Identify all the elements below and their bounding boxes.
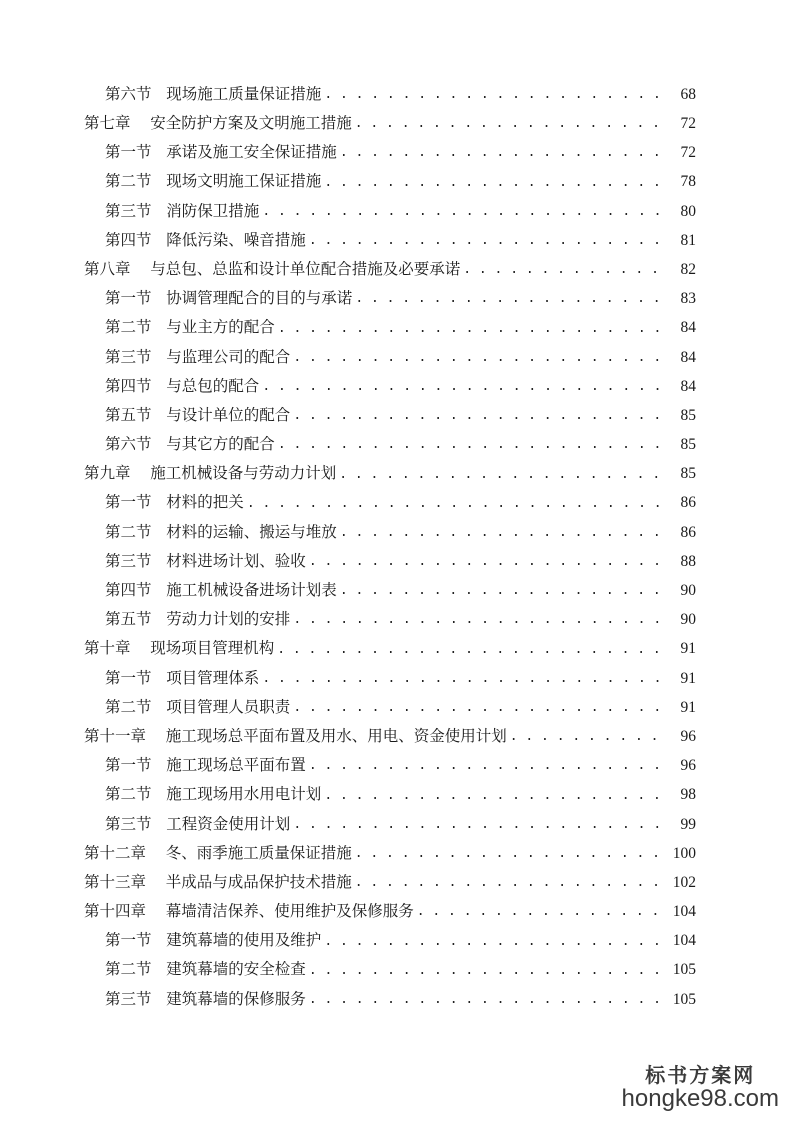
toc-entry-label: [105, 376, 260, 395]
toc-section-entry[interactable]: [84, 518, 696, 547]
toc-entry-title: 建筑幕墙的保修服务: [166, 989, 306, 1008]
toc-entry-title: 降低污染、噪音措施: [166, 230, 306, 249]
toc-dot-leader: [355, 117, 669, 130]
toc-section-entry[interactable]: [84, 372, 696, 401]
toc-entry-title: 施工机械设备与劳动力计划: [150, 464, 337, 483]
toc-entry-number: 第一节: [105, 668, 152, 687]
toc-entry-number: 第五节: [105, 405, 152, 424]
toc-dot-leader: [340, 584, 669, 597]
toc-dot-leader: [262, 380, 669, 393]
toc-entry-label: [105, 612, 290, 628]
toc-section-entry[interactable]: [84, 926, 696, 955]
toc-page-number: 88: [680, 552, 696, 570]
toc-section-entry[interactable]: [84, 810, 696, 839]
toc-page-number: 100: [672, 844, 696, 862]
toc-dot-leader: [463, 263, 669, 276]
toc-dot-leader: [339, 468, 669, 481]
toc-entry-number: 第九章: [84, 464, 131, 483]
toc-section-entry[interactable]: [84, 430, 696, 459]
toc-entry-label: [105, 697, 291, 716]
toc-entry-label: [105, 174, 321, 190]
toc-entry-title: 与设计单位的配合: [166, 405, 291, 424]
table-of-contents: [84, 80, 696, 1014]
toc-dot-leader: [293, 818, 669, 831]
toc-entry-label: [105, 291, 352, 307]
toc-entry-title: 工程资金使用计划: [166, 814, 291, 833]
toc-entry-number: 第十三章: [84, 872, 147, 891]
toc-entry-label: [105, 814, 291, 833]
toc-entry-title: 建筑幕墙的安全检查: [166, 960, 306, 979]
toc-dot-leader: [278, 438, 669, 451]
toc-entry-number: 第十二章: [84, 843, 147, 862]
toc-dot-leader: [324, 176, 669, 189]
toc-page-number: 105: [672, 990, 696, 1008]
toc-section-entry[interactable]: [84, 226, 696, 255]
toc-entry-label: [105, 405, 291, 424]
toc-page-number: 83: [680, 290, 696, 308]
toc-entry-number: 第二节: [105, 960, 152, 979]
toc-entry-number: 第六节: [105, 435, 152, 454]
toc-dot-leader: [340, 146, 669, 159]
toc-chapter-entry[interactable]: [84, 635, 696, 664]
toc-chapter-entry[interactable]: [84, 839, 696, 868]
toc-section-entry[interactable]: [84, 985, 696, 1014]
toc-entry-label: [84, 904, 414, 920]
toc-section-entry[interactable]: [84, 781, 696, 810]
toc-page-number: 85: [680, 465, 696, 483]
toc-section-entry[interactable]: [84, 664, 696, 693]
toc-entry-number: 第七章: [84, 114, 131, 133]
toc-section-entry[interactable]: [84, 80, 696, 109]
toc-dot-leader: [340, 526, 669, 539]
toc-page-number: 72: [680, 115, 696, 133]
toc-dot-leader: [324, 789, 669, 802]
toc-section-entry[interactable]: [84, 489, 696, 518]
toc-entry-label: [105, 962, 306, 978]
toc-page-number: 99: [680, 815, 696, 833]
toc-entry-number: 第一节: [105, 931, 152, 950]
toc-entry-title: 建筑幕墙的使用及维护: [166, 931, 322, 950]
toc-entry-title: 与其它方的配合: [166, 435, 275, 454]
toc-section-entry[interactable]: [84, 343, 696, 372]
toc-entry-title: 消防保卫措施: [166, 201, 260, 220]
toc-page-number: 96: [680, 727, 696, 745]
toc-entry-title: 材料的把关: [166, 493, 244, 512]
toc-entry-number: 第一节: [105, 756, 152, 775]
toc-entry-label: [105, 201, 260, 220]
toc-page-number: 85: [680, 436, 696, 454]
toc-page-number: 91: [680, 698, 696, 716]
toc-entry-label: [105, 583, 337, 599]
toc-entry-number: 第二节: [105, 697, 152, 716]
toc-page-number: 105: [672, 961, 696, 979]
toc-section-entry[interactable]: [84, 401, 696, 430]
toc-entry-number: 第十一章: [84, 726, 147, 745]
toc-entry-label: [84, 641, 274, 657]
toc-entry-title: 与业主方的配合: [166, 318, 275, 337]
toc-entry-label: [105, 84, 322, 103]
toc-page-number: 96: [680, 757, 696, 775]
toc-dot-leader: [293, 409, 669, 422]
toc-page-number: 68: [680, 85, 696, 103]
toc-section-entry[interactable]: [84, 605, 696, 634]
toc-dot-leader: [309, 964, 669, 977]
toc-dot-leader: [355, 876, 669, 889]
toc-page-number: 98: [680, 786, 696, 804]
toc-chapter-entry[interactable]: [84, 109, 696, 138]
toc-entry-number: 第四节: [105, 581, 152, 600]
toc-entry-label: [84, 843, 352, 862]
toc-entry-title: 承诺及施工安全保证措施: [166, 143, 337, 162]
toc-dot-leader: [417, 905, 669, 918]
toc-section-entry[interactable]: [84, 314, 696, 343]
toc-chapter-entry[interactable]: [84, 868, 696, 897]
toc-entry-title: 现场文明施工保证措施: [166, 172, 322, 191]
toc-entry-title: 项目管理人员职责: [166, 697, 291, 716]
toc-dot-leader: [262, 205, 669, 218]
toc-entry-number: 第一节: [105, 289, 152, 308]
toc-dot-leader: [309, 993, 669, 1006]
toc-entry-number: 第四节: [105, 376, 152, 395]
toc-entry-number: 第六节: [105, 84, 152, 103]
toc-entry-title: 冬、雨季施工质量保证措施: [165, 843, 352, 862]
toc-page-number: 90: [680, 611, 696, 629]
toc-section-entry[interactable]: [84, 168, 696, 197]
toc-page-number: 91: [680, 669, 696, 687]
toc-dot-leader: [309, 555, 669, 568]
toc-dot-leader: [324, 88, 669, 101]
toc-page-number: 84: [680, 319, 696, 337]
toc-dot-leader: [262, 672, 669, 685]
toc-entry-label: [105, 551, 306, 570]
toc-entry-number: 第二节: [105, 785, 152, 804]
toc-dot-leader: [309, 234, 669, 247]
toc-entry-title: 材料的运输、搬运与堆放: [166, 522, 337, 541]
toc-dot-leader: [355, 292, 669, 305]
toc-page-number: 104: [672, 903, 696, 921]
toc-entry-title: 协调管理配合的目的与承诺: [166, 289, 353, 308]
toc-entry-number: 第三节: [105, 989, 152, 1008]
toc-entry-number: 第五节: [105, 610, 152, 629]
toc-entry-label: [105, 495, 244, 511]
toc-entry-label: [105, 933, 321, 949]
toc-page-number: 72: [680, 144, 696, 162]
toc-dot-leader: [277, 643, 669, 656]
toc-entry-number: 第一节: [105, 493, 152, 512]
toc-entry-number: 第八章: [84, 259, 131, 278]
toc-entry-number: 第三节: [105, 347, 152, 366]
toc-entry-label: [105, 320, 275, 336]
toc-dot-leader: [247, 497, 669, 510]
toc-entry-label: [105, 145, 337, 161]
toc-page-number: 80: [680, 202, 696, 220]
toc-entry-title: 与总包、总监和设计单位配合措施及必要承诺: [150, 259, 461, 278]
toc-chapter-entry[interactable]: [84, 255, 696, 284]
toc-dot-leader: [293, 351, 669, 364]
toc-page-number: 85: [680, 406, 696, 424]
toc-entry-number: 第一节: [105, 143, 152, 162]
toc-entry-label: [84, 466, 336, 482]
toc-dot-leader: [309, 759, 669, 772]
toc-entry-label: [105, 230, 306, 249]
toc-page-number: 104: [672, 932, 696, 950]
toc-entry-title: 幕墙清洁保养、使用维护及保修服务: [165, 902, 414, 921]
toc-dot-leader: [278, 322, 669, 335]
toc-entry-title: 与监理公司的配合: [166, 347, 291, 366]
toc-dot-leader: [355, 847, 669, 860]
toc-entry-number: 第三节: [105, 814, 152, 833]
toc-dot-leader: [510, 730, 669, 743]
toc-entry-title: 项目管理体系: [166, 668, 260, 687]
toc-entry-title: 劳动力计划的安排: [166, 610, 291, 629]
toc-page-number: 78: [680, 173, 696, 191]
toc-section-entry[interactable]: [84, 138, 696, 167]
toc-section-entry[interactable]: [84, 576, 696, 605]
toc-entry-label: [105, 522, 337, 541]
toc-page-number: 86: [680, 523, 696, 541]
toc-entry-number: 第二节: [105, 172, 152, 191]
toc-entry-number: 第二节: [105, 318, 152, 337]
toc-entry-title: 施工机械设备进场计划表: [166, 581, 337, 600]
toc-page-number: 90: [680, 582, 696, 600]
toc-entry-title: 安全防护方案及文明施工措施: [150, 114, 352, 133]
toc-entry-label: [84, 116, 352, 132]
watermark-logo: [622, 1064, 779, 1112]
toc-chapter-entry[interactable]: [84, 897, 696, 926]
toc-section-entry[interactable]: [84, 956, 696, 985]
toc-section-entry[interactable]: [84, 547, 696, 576]
toc-entry-label: [84, 872, 352, 891]
toc-entry-label: [105, 989, 306, 1008]
toc-entry-title: 材料进场计划、验收: [166, 551, 306, 570]
toc-entry-title: 施工现场用水用电计划: [166, 785, 322, 804]
toc-entry-label: [84, 259, 461, 278]
toc-entry-label: [105, 668, 260, 687]
toc-entry-label: [84, 726, 507, 745]
toc-entry-number: 第四节: [105, 230, 152, 249]
toc-entry-title: 施工现场总平面布置: [166, 756, 306, 775]
toc-entry-number: 第三节: [105, 551, 152, 570]
toc-entry-label: [105, 437, 275, 453]
toc-chapter-entry[interactable]: [84, 722, 696, 751]
toc-entry-label: [105, 758, 306, 774]
toc-entry-title: 现场施工质量保证措施: [166, 84, 322, 103]
toc-entry-number: 第二节: [105, 522, 152, 541]
toc-page-number: 91: [680, 640, 696, 658]
toc-chapter-entry[interactable]: [84, 459, 696, 488]
toc-section-entry[interactable]: [84, 284, 696, 313]
toc-dot-leader: [293, 701, 669, 714]
toc-page-number: 82: [680, 260, 696, 278]
toc-entry-number: 第三节: [105, 201, 152, 220]
toc-entry-title: 与总包的配合: [166, 376, 260, 395]
toc-page-number: 86: [680, 494, 696, 512]
toc-dot-leader: [293, 613, 669, 626]
watermark-url: hongke98.com: [621, 1084, 779, 1112]
toc-section-entry[interactable]: [84, 197, 696, 226]
toc-page-number: 84: [680, 377, 696, 395]
toc-page-number: 84: [680, 348, 696, 366]
toc-entry-title: 现场项目管理机构: [150, 639, 275, 658]
toc-section-entry[interactable]: [84, 693, 696, 722]
toc-dot-leader: [324, 935, 669, 948]
toc-entry-title: 施工现场总平面布置及用水、用电、资金使用计划: [165, 726, 507, 745]
toc-entry-label: [105, 347, 291, 366]
toc-page-number: 102: [672, 873, 696, 891]
toc-page-number: 81: [680, 231, 696, 249]
toc-entry-number: 第十四章: [84, 902, 147, 921]
toc-entry-number: 第十章: [84, 639, 131, 658]
watermark-name: 标书方案网: [645, 1062, 756, 1087]
toc-section-entry[interactable]: [84, 751, 696, 780]
toc-entry-title: 半成品与成品保护技术措施: [165, 872, 352, 891]
toc-entry-label: [105, 787, 321, 803]
